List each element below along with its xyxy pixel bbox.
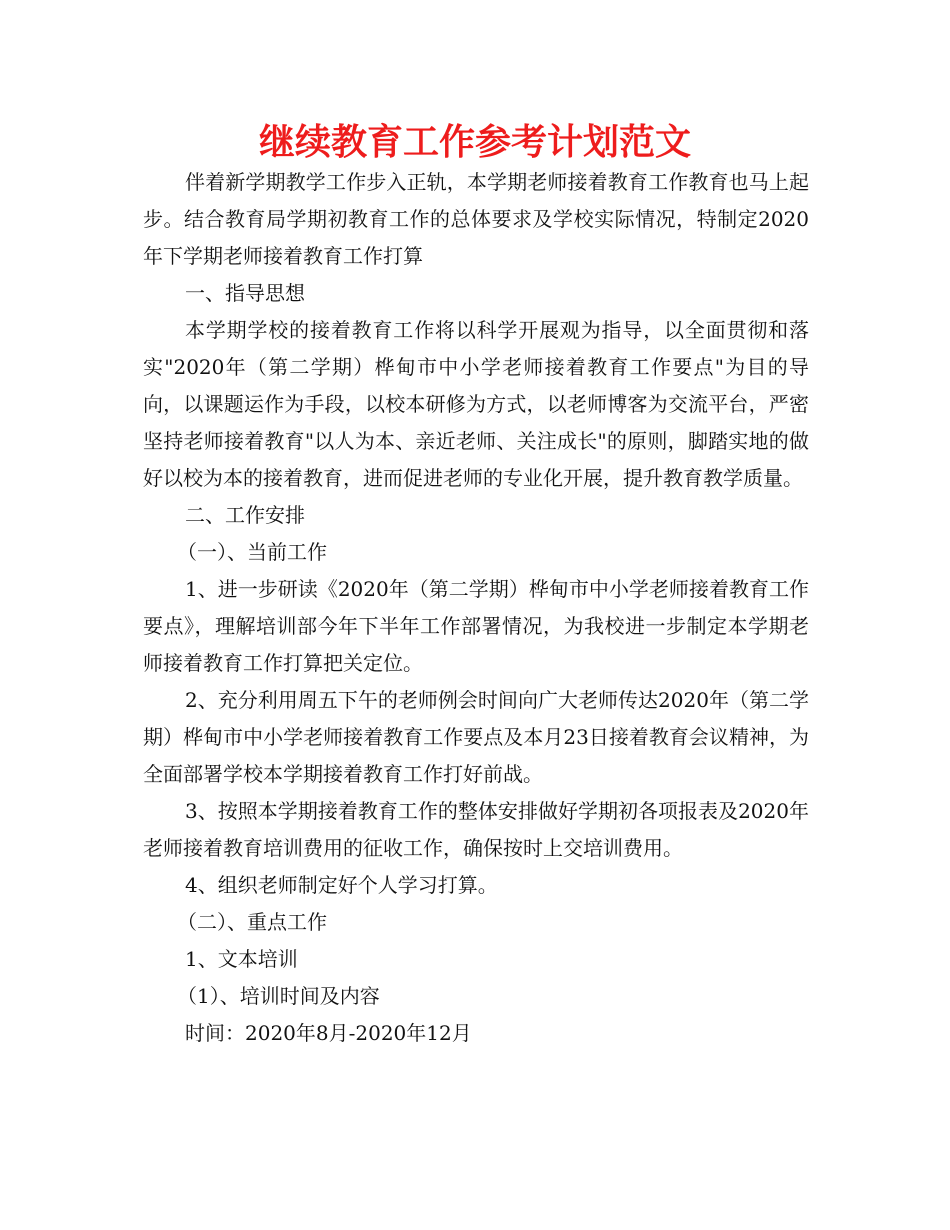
current-work-item-4: 4、组织老师制定好个人学习打算。 [185,873,498,897]
current-work-item-3: 3、按照本学期接着教育工作的整体安排做好学期初各项报表及2020年老师接着教育培训费用的征收工作，确保按时上交培训费用。 [143,799,809,860]
current-work-item-2: 2、充分利用周五下午的老师例会时间向广大老师传达2020年（第二学期）桦甸市中小学老师接着教育工作要点及本月23日接着教育会议精神，为全面部署学校本学期接着教育工作打好前战。 [143,688,809,786]
training-time-line: 时间：2020年8月-2020年12月 [185,1021,472,1045]
document-title: 继续教育工作参考计划范文 [258,122,691,163]
section-heading-guiding-ideology: 一、指导思想 [185,281,305,305]
subsection-heading-current-work: （一）、当前工作 [177,540,327,564]
key-work-item-1: 1、文本培训 [185,947,298,971]
guiding-ideology-paragraph: 本学期学校的接着教育工作将以科学开展观为指导，以全面贯彻和落实"2020年（第二学期）桦甸市中小学老师接着教育工作要点"为目的导向，以课题运作为手段，以校本研修为方式，以老师博客为交流平台，严密坚持老师接着教育"以人为本、亲近老师、关注成长"的原则，脚踏实地的做好以校为本的接着教育，进而促进老师的专业化开展，提升教育教学质量。 [143,318,809,490]
section-heading-work-arrangement: 二、工作安排 [185,503,305,527]
current-work-item-1: 1、进一步研读《2020年（第二学期）桦甸市中小学老师接着教育工作要点》，理解培训部今年下半年工作部署情况，为我校进一步制定本学期老师接着教育工作打算把关定位。 [143,577,809,675]
intro-paragraph: 伴着新学期教学工作步入正轨，本学期老师接着教育工作教育也马上起步。结合教育局学期初教育工作的总体要求及学校实际情况，特制定2020年下学期老师接着教育工作打算 [143,170,809,268]
document-body [143,164,809,1052]
subsection-heading-key-work: （二）、重点工作 [177,910,327,934]
training-time-content-heading: （1）、培训时间及内容 [177,984,380,1008]
